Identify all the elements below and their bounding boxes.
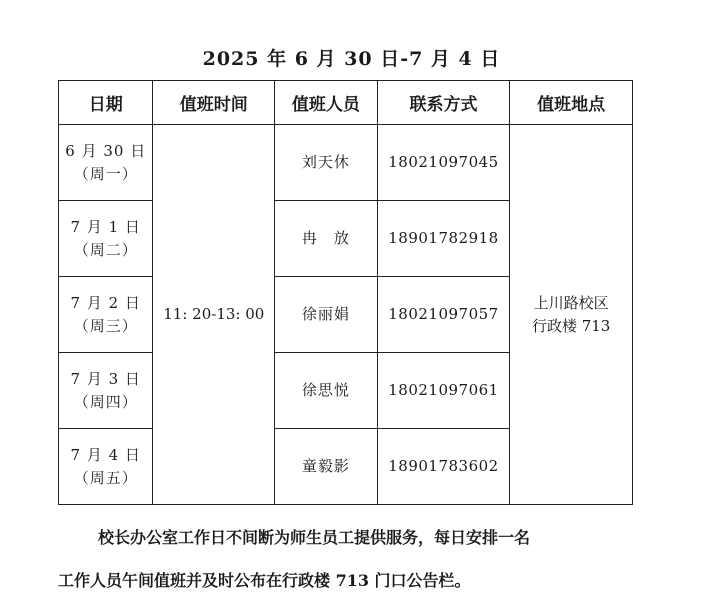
note-paragraph-line-1: 校长办公室工作日不间断为师生员工提供服务，每日安排一名 bbox=[98, 528, 531, 547]
date-cell bbox=[59, 277, 153, 353]
header-phone: 联系方式 bbox=[377, 81, 510, 125]
page-title: 2025 年 6 月 30 日-7 月 4 日 bbox=[202, 48, 501, 70]
person-cell: 徐丽娟 bbox=[275, 277, 378, 353]
header-date: 日期 bbox=[59, 81, 153, 125]
phone-cell: 18901782918 bbox=[377, 201, 510, 277]
date-text: 7 月 1 日 bbox=[70, 217, 141, 236]
date-cell bbox=[59, 201, 153, 277]
duty-time-cell: 11: 20-13: 00 bbox=[153, 125, 275, 505]
phone-cell: 18021097061 bbox=[377, 353, 510, 429]
person-cell: 童毅影 bbox=[275, 429, 378, 505]
table-header-row bbox=[59, 81, 633, 125]
location-cell bbox=[510, 125, 633, 505]
header-person: 值班人员 bbox=[275, 81, 378, 125]
note-paragraph-line-2: 工作人员午间值班并及时公布在行政楼 713 门口公告栏。 bbox=[58, 571, 471, 590]
location-line-2: 行政楼 713 bbox=[531, 316, 611, 335]
date-text: 7 月 2 日 bbox=[70, 293, 141, 312]
weekday-text: （周四） bbox=[73, 392, 138, 411]
location-line-1: 上川路校区 bbox=[533, 293, 609, 312]
date-text: 7 月 4 日 bbox=[70, 445, 141, 464]
phone-cell: 18901783602 bbox=[377, 429, 510, 505]
phone-cell: 18021097045 bbox=[377, 125, 510, 201]
table-row bbox=[59, 125, 633, 201]
header-location: 值班地点 bbox=[510, 81, 633, 125]
phone-cell: 18021097057 bbox=[377, 277, 510, 353]
weekday-text: （周二） bbox=[73, 240, 138, 259]
date-text: 6 月 30 日 bbox=[65, 141, 147, 160]
date-cell bbox=[59, 125, 153, 201]
person-cell: 徐思悦 bbox=[275, 353, 378, 429]
date-cell bbox=[59, 353, 153, 429]
weekday-text: （周三） bbox=[73, 316, 138, 335]
weekday-text: （周一） bbox=[73, 164, 138, 183]
header-time: 值班时间 bbox=[153, 81, 275, 125]
duty-schedule-table bbox=[58, 80, 633, 505]
date-text: 7 月 3 日 bbox=[70, 369, 141, 388]
date-cell bbox=[59, 429, 153, 505]
weekday-text: （周五） bbox=[73, 468, 138, 487]
person-cell: 冉 放 bbox=[275, 201, 378, 277]
person-cell: 刘天休 bbox=[275, 125, 378, 201]
